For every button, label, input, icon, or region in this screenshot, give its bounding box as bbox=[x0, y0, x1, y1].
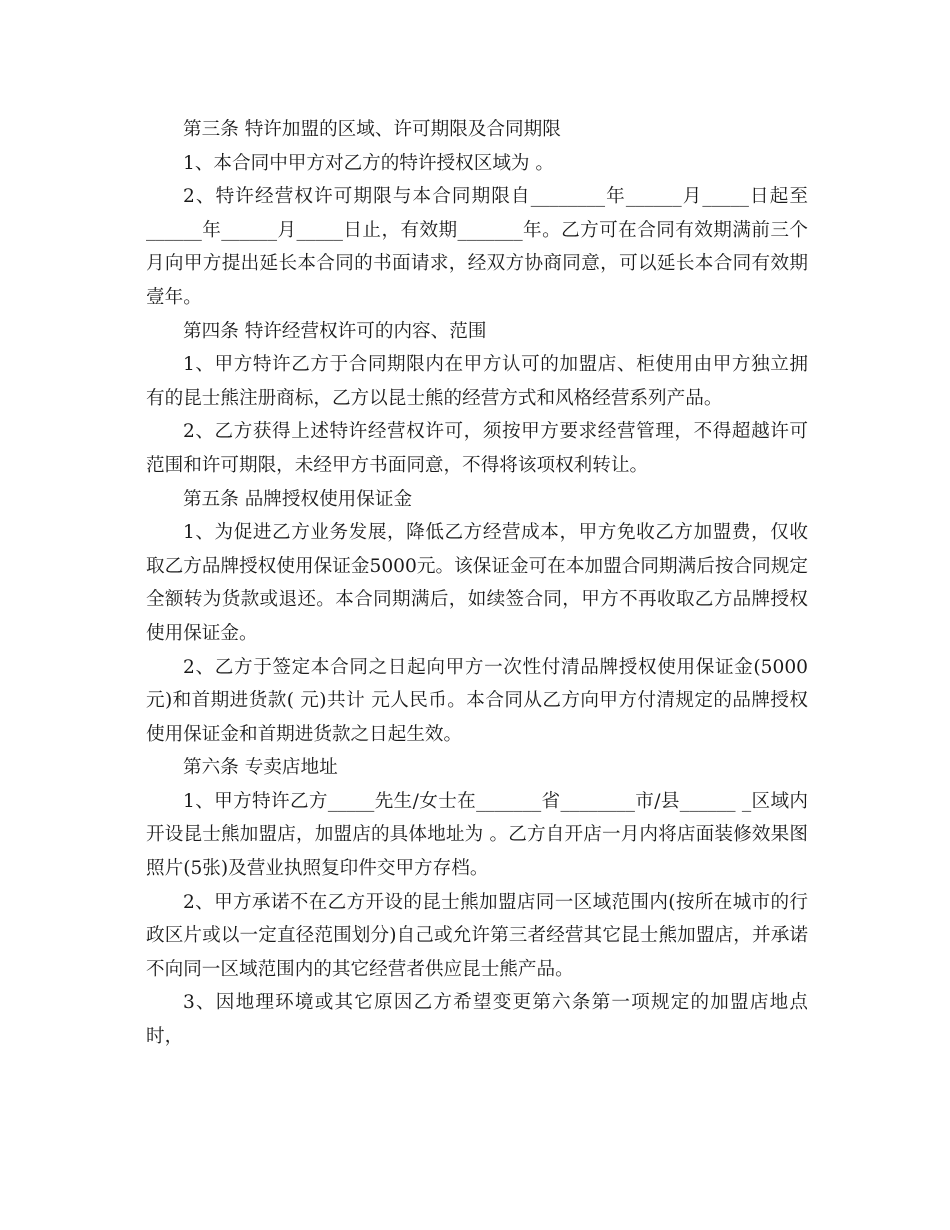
article-6-clause-2: 2、甲方承诺不在乙方开设的昆士熊加盟店同一区域范围内(按所在城市的行政区片或以一定直径范围划分)自己或允许第三者经营其它昆士熊加盟店，并承诺不向同一区域范围内的其它经营者供应昆士熊产品。 bbox=[146, 891, 808, 980]
article-6-clause-3: 3、因地理环境或其它原因乙方希望变更第六条第一项规定的加盟店地点时， bbox=[146, 992, 808, 1048]
article-5-heading: 第五条 品牌授权使用保证金 bbox=[183, 488, 413, 510]
article-5-clause-1: 1、为促进乙方业务发展，降低乙方经营成本，甲方免收乙方加盟费，仅收取乙方品牌授权使用保证金5000元。该保证金可在本加盟合同期满后按合同规定全额转为货款或退还。本合同期满后，如续签合同，甲方不再收取乙方品牌授权使用保证金。 bbox=[146, 522, 808, 644]
article-4-clause-1: 1、甲方特许乙方于合同期限内在甲方认可的加盟店、柜使用由甲方独立拥有的昆士熊注册商标，乙方以昆士熊的经营方式和风格经营系列产品。 bbox=[146, 354, 808, 409]
article-3-clause-2: 2、特许经营权许可期限与本合同期限自________年______月_____日起至______年______月_____日止，有效期_______年。乙方可在合同有效期满前三个月向甲方提出延长本合同的书面请求，经双方协商同意，可以延长本合同有效期壹年。 bbox=[146, 186, 808, 308]
article-3-clause-1: 1、本合同中甲方对乙方的特许授权区域为 。 bbox=[183, 152, 555, 174]
article-6-heading: 第六条 专卖店地址 bbox=[183, 757, 338, 779]
article-6-clause-1: 1、甲方特许乙方_____先生/女士在_______省________市/县______ _区域内开设昆士熊加盟店，加盟店的具体地址为 。乙方自开店一月内将店面装修效果图照片(5张)及营业执照复印件交甲方存档。 bbox=[146, 790, 808, 880]
article-5-clause-2: 2、乙方于签定本合同之日起向甲方一次性付清品牌授权使用保证金(5000元)和首期进货款( 元)共计 元人民币。本合同从乙方向甲方付清规定的品牌授权使用保证金和首期进货款之日起生效。 bbox=[146, 656, 808, 745]
contract-body bbox=[146, 113, 808, 1054]
article-4-heading: 第四条 特许经营权许可的内容、范围 bbox=[183, 320, 487, 342]
article-3-heading: 第三条 特许加盟的区域、许可期限及合同期限 bbox=[183, 119, 561, 140]
article-4-clause-2: 2、乙方获得上述特许经营权许可，须按甲方要求经营管理，不得超越许可范围和许可期限，未经甲方书面同意，不得将该项权利转让。 bbox=[146, 421, 808, 476]
